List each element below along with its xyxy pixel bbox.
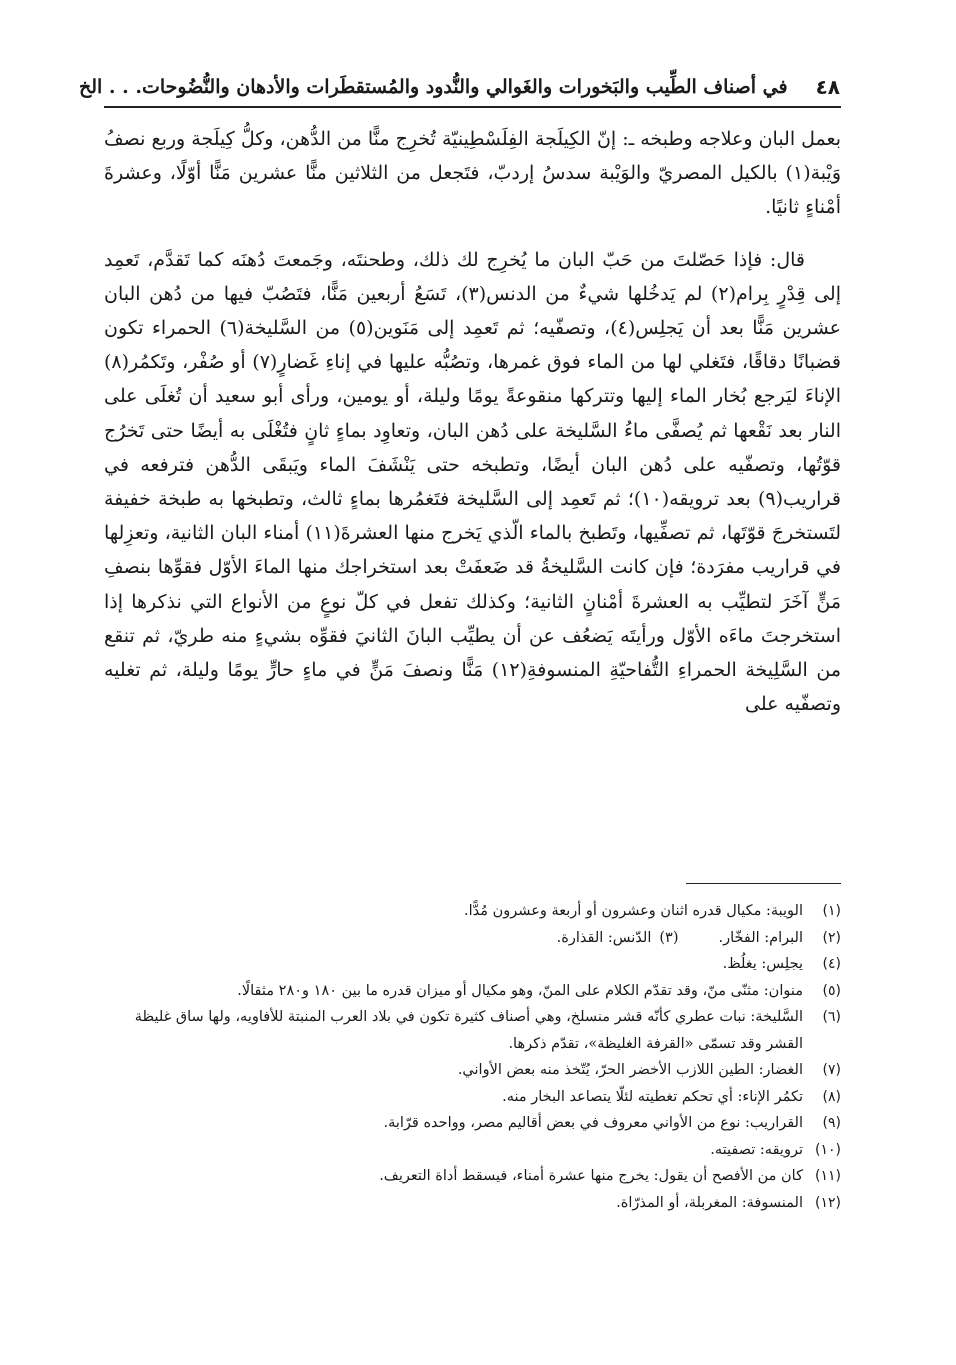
paragraph: بعمل البان وعلاجه وطبخه ـ: إنّ الكِيلَجة الفِلَسْطِينيّة تُخرِج منًّا من الدُّهن، وكلُّ كِيلَجة وربع نصفُ وَيْبة(١) بالكيل المصريّ والوَيْبة سدسُ إردبّ، فتَجعل من الثلاثين منًّا عشرين مَنًّا أوّلًا، وعشرةَ أمْناءٍ ثانيًا.	[104, 128, 841, 219]
footnote-rule	[686, 883, 841, 884]
footnote-number: (٢)	[822, 929, 841, 946]
footnote	[104, 1057, 841, 1084]
footnote-number: (١٠)	[815, 1141, 841, 1158]
footnote-number: (٧)	[822, 1062, 841, 1078]
footnote-number: (١١)	[815, 1168, 841, 1184]
page-number: ٤٨	[815, 75, 840, 99]
footnote	[104, 898, 841, 925]
footnote-number: (٦)	[822, 1009, 841, 1025]
footnote-text: البرام: الفخّار.	[718, 929, 803, 946]
footnote-number: (٨)	[822, 1088, 841, 1105]
footnote	[104, 1163, 841, 1190]
footnote-number: (٩)	[822, 1115, 841, 1131]
footnote	[104, 1137, 841, 1164]
footnote	[104, 978, 841, 1005]
footnote-text: القراريب: نوع من الأواني معروف في بعض أقاليم مصر، وواحده قرّابة.	[383, 1115, 803, 1131]
footnote-text: تكمُر الإناء: أي تحكم تغطيته لئلّا يتصاعد البخار منه.	[502, 1088, 803, 1105]
header-rule	[104, 106, 841, 108]
body-text	[104, 122, 841, 721]
footnote-text: الويبة: مكيال قدره اثنان وعشرون أو أربعة وعشرون مُدًّا.	[464, 903, 803, 919]
footnote-number: (١)	[822, 903, 841, 919]
footnote-text: المنسوفة: المغربلة، أو المذرّاة.	[616, 1194, 803, 1211]
footnote-text: كان من الأفصح أن يقول: يخرج منها عشرة أمناء، فيسقط أداة التعريف.	[379, 1168, 803, 1184]
footnote-number: (٥)	[822, 982, 841, 999]
footnote	[104, 1110, 841, 1137]
footnote	[104, 1004, 841, 1057]
footnote-number: (٤)	[822, 956, 841, 972]
footnote	[104, 1190, 841, 1217]
footnote	[104, 951, 841, 978]
footnote-number: (٣)	[659, 929, 679, 946]
footnote-text: السَّليخة: نبات عطري كأنّه قشر منسلخ، وهي أصناف كثيرة تكون في بلاد العرب المنبتة للأفاويه، ولها ساق غليظة القشر وقد تسمّى «القرفة الغليظة»، تقدّم ذكرها.	[134, 1009, 803, 1052]
footnote	[104, 925, 841, 952]
footnote-text: الدّنس: القذارة.	[556, 929, 652, 946]
running-title: في أصناف الطِّيب والبَخورات والغَوالي والنُّدود والمُستقطَرات والأدهان والنُّضُوحات. . . الخ	[78, 76, 788, 98]
footnote-number: (١٢)	[815, 1194, 841, 1211]
footnote-text: الغضار: الطين اللازب الأخضر الحرّ، يُتّخذ منه بعض الأواني.	[457, 1062, 803, 1078]
paragraph: قال: فإذا حَصّلتَ من حَبّ البان ما يُخرِج لك ذلك، وطحنتَه، وجَمعتَ دُهنَه كما تَقدَّم، تَعمِد إلى قِدْرٍ بِرام(٢) لم يَدخُلها شيءٌ من الدنس(٣)، تَسَعُ أربعين مَنًّا، فتَصُبّ فيها من دُهن البان عشرين مَنًّا بعد أن يَجلِس(٤)، وتصفّيه؛ ثم تَعمِد إلى مَنَوين(٥) من السَّليخة(٦) الحمراء تكون قضبانًا دقاقًا، فتَغلي لها من الماء فوق غمرها، وتصُبُّه عليها في إناءِ غَضارٍ(٧) أو صُفْر، وتَكمُر(٨) الإناءَ ليَرجع بُخار الماء إليها وتتركها منقوعةً يومًا وليلة، أو يومين، ورأى أبو سعيد أن تُغلَى على النار بعد نَقْعها ثم يُصفَّى ماءُ السَّليخة على دُهن البان، وتعاوِد بماءٍ ثانٍ فتُغْلَى به أيضًا حتى تَخرُج قوّتُها، وتصفّيه على دُهن البان أيضًا، وتطبخه حتى يَنْشَفَ الماء ويَبقَى الدُّهن فترفعه في قراريب(٩) بعد ترويقه(١٠)؛ ثم تَعمِد إلى السَّليخة فتَغمُرها بماءٍ ثالث، وتطبخها به طبخة خفيفة لتَستخرجَ قوّتَها، ثم تصفِّيها، وتَطبخ بالماء الّذي يَخرج منها العشرةَ(١١) أمناء البان الثانية، وتعزِلها في قراريب مفرَدة؛ فإن كانت السَّليخةُ قد ضَعفَتْ بعد استخراجك منها الماءَ الأوّل فقوِّها بنصفِ مَنٍّ آخَرَ لتطيِّب به العشرةَ أمْنانٍ الثانية؛ وكذلك تفعل في كلّ نوعٍ من الأنواع التي نذكرها إذا استخرجتَ ماءَه الأوّل ورأيتَه يَضعُف عن أن يطيِّب البانَ الثانيَ فقوِّه بشيءٍ منه طريّ، ثم تنقع من السَّلِيخة الحمراءِ التُّفاحيّةِ المنسوفةِ(١٢) مَنًّا ونصفَ مَنٍّ في ماءٍ حارٍّ يومًا وليلة، ثم تغليه وتصفّيه على	[104, 248, 842, 716]
footnote-text: ترويقه: تصفيته.	[710, 1141, 803, 1158]
footnote-text: منوان: مثنّى منّ، وقد تقدّم الكلام على المنّ، وهو مكيال أو ميزان قدره ما بين ١٨٠ و٢٨٠ مثقالًا.	[237, 982, 803, 999]
footnote	[104, 1084, 841, 1111]
footnote-text: يجلِس: يغلُظ.	[722, 956, 803, 972]
footnotes	[104, 898, 841, 1216]
running-header	[78, 74, 840, 100]
